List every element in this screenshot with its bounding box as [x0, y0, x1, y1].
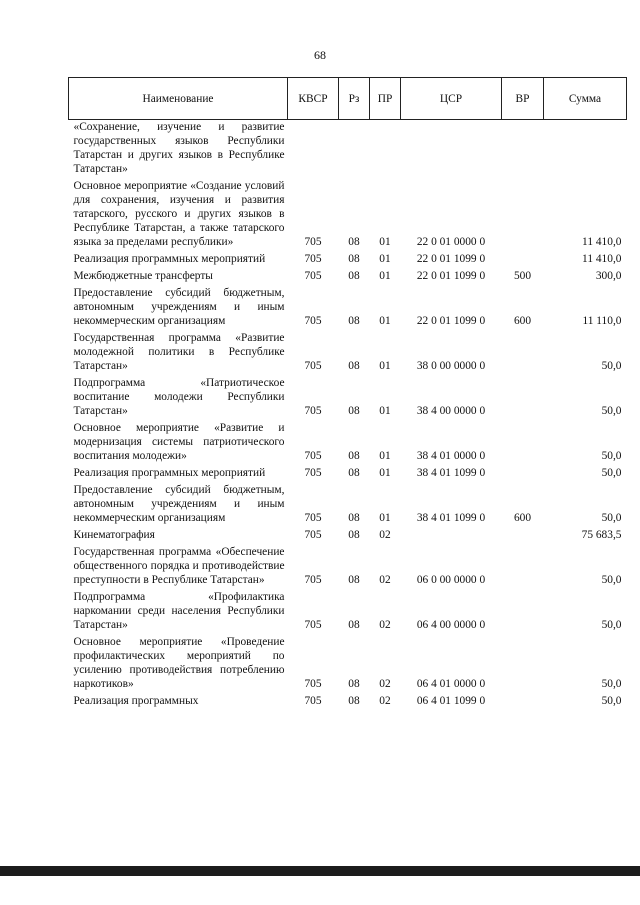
cell-sum: 11 410,0: [582, 253, 622, 265]
table-row: [69, 421, 627, 466]
cell-csr: 22 0 01 1099 0: [416, 315, 486, 327]
column-header-name: Наименование: [69, 78, 288, 120]
cell-rz: 08: [348, 695, 360, 707]
cell-pr: 01: [379, 450, 391, 462]
table-row: [69, 179, 627, 252]
table-row: [69, 466, 627, 483]
cell-name: Основное мероприятие «Создание условий для сохранения, изучения и развития татарского, русского и других языков в Республике Татарстан, а также татарского языка за пределами республики»: [73, 180, 285, 248]
table-row: [69, 694, 627, 711]
cell-kvsr: [288, 120, 339, 180]
cell-name: Реализация программных мероприятий: [73, 467, 266, 479]
cell-vr: [502, 376, 544, 421]
column-header-pr: ПР: [370, 78, 401, 120]
cell-name: Основное мероприятие «Проведение профилактических мероприятий по усилению противодействия потреблению наркотиков»: [73, 636, 285, 690]
table-body: [69, 120, 627, 712]
cell-kvsr: 705: [304, 467, 322, 479]
cell-csr: 06 0 00 0000 0: [416, 574, 486, 586]
cell-vr: [502, 179, 544, 252]
cell-pr: 02: [379, 695, 391, 707]
cell-kvsr: 705: [304, 529, 322, 541]
cell-sum: 50,0: [601, 512, 622, 524]
cell-rz: 08: [348, 574, 360, 586]
cell-rz: 08: [348, 360, 360, 372]
cell-rz: [339, 120, 370, 180]
cell-sum: 50,0: [601, 678, 622, 690]
cell-kvsr: 705: [304, 678, 322, 690]
cell-rz: 08: [348, 450, 360, 462]
cell-vr: [502, 252, 544, 269]
cell-rz: 08: [348, 236, 360, 248]
cell-rz: 08: [348, 405, 360, 417]
cell-csr: 06 4 00 0000 0: [416, 619, 486, 631]
table-row: [69, 331, 627, 376]
cell-pr: 01: [379, 315, 391, 327]
cell-kvsr: 705: [304, 405, 322, 417]
cell-csr: 22 0 01 0000 0: [416, 236, 486, 248]
cell-vr: [502, 545, 544, 590]
cell-sum: 75 683,5: [581, 529, 622, 541]
cell-csr: 06 4 01 0000 0: [416, 678, 486, 690]
cell-csr: 22 0 01 1099 0: [416, 270, 486, 282]
cell-sum: 50,0: [601, 405, 622, 417]
column-header-csr: ЦСР: [401, 78, 502, 120]
cell-kvsr: 705: [304, 619, 322, 631]
cell-pr: 01: [379, 360, 391, 372]
cell-kvsr: 705: [304, 236, 322, 248]
cell-csr: 22 0 01 1099 0: [416, 253, 486, 265]
cell-kvsr: 705: [304, 253, 322, 265]
cell-rz: 08: [348, 270, 360, 282]
cell-sum: 11 410,0: [582, 236, 622, 248]
cell-pr: 01: [379, 236, 391, 248]
cell-vr: [502, 466, 544, 483]
cell-rz: 08: [348, 467, 360, 479]
table-row: [69, 286, 627, 331]
table-row: [69, 635, 627, 694]
table-row: [69, 120, 627, 180]
cell-name: Основное мероприятие «Развитие и модернизация системы патриотического воспитания молодежи»: [73, 422, 285, 462]
cell-name: Предоставление субсидий бюджетным, автономным учреждениям и иным некоммерческим организациям: [73, 287, 285, 327]
cell-csr: [401, 528, 502, 545]
cell-rz: 08: [348, 678, 360, 690]
cell-vr: [502, 635, 544, 694]
cell-sum: 50,0: [601, 467, 622, 479]
table-header-row: [69, 78, 627, 120]
cell-kvsr: 705: [304, 315, 322, 327]
cell-pr: 01: [379, 253, 391, 265]
table-row: [69, 252, 627, 269]
cell-csr: 38 4 01 1099 0: [416, 512, 486, 524]
column-header-vr: ВР: [502, 78, 544, 120]
cell-vr: [502, 590, 544, 635]
cell-vr: 500: [513, 270, 532, 282]
cell-rz: 08: [348, 512, 360, 524]
cell-sum: 11 110,0: [582, 315, 622, 327]
cell-kvsr: 705: [304, 574, 322, 586]
cell-kvsr: 705: [304, 270, 322, 282]
cell-vr: 600: [513, 512, 532, 524]
table-row: [69, 269, 627, 286]
table-row: [69, 376, 627, 421]
cell-csr: 38 4 01 1099 0: [416, 467, 486, 479]
cell-name: Реализация программных: [73, 695, 199, 707]
cell-pr: 01: [379, 467, 391, 479]
table-row: [69, 483, 627, 528]
cell-name: Подпрограмма «Профилактика наркомании среди населения Республики Татарстан»: [73, 591, 285, 631]
cell-sum: 300,0: [595, 270, 622, 282]
cell-pr: 02: [379, 529, 391, 541]
cell-name: Кинематография: [73, 529, 155, 541]
cell-vr: 600: [513, 315, 532, 327]
cell-vr: [502, 120, 544, 180]
cell-sum: 50,0: [601, 450, 622, 462]
cell-rz: 08: [348, 619, 360, 631]
cell-name: Реализация программных мероприятий: [73, 253, 266, 265]
cell-rz: 08: [348, 529, 360, 541]
cell-name: Межбюджетные трансферты: [73, 270, 213, 282]
cell-kvsr: 705: [304, 360, 322, 372]
column-header-kvsr: КВСР: [288, 78, 339, 120]
cell-vr: [502, 331, 544, 376]
cell-sum: [544, 120, 627, 180]
cell-name: Подпрограмма «Патриотическое воспитание молодежи Республики Татарстан»: [73, 377, 285, 417]
cell-name: Государственная программа «Обеспечение общественного порядка и противодействие преступности в Республике Татарстан»: [73, 546, 285, 586]
cell-pr: 02: [379, 574, 391, 586]
column-header-rz: Рз: [339, 78, 370, 120]
cell-pr: 01: [379, 512, 391, 524]
cell-rz: 08: [348, 315, 360, 327]
table-row: [69, 545, 627, 590]
cell-pr: [370, 120, 401, 180]
cell-pr: 01: [379, 405, 391, 417]
cell-vr: [502, 421, 544, 466]
table-row: [69, 528, 627, 545]
cell-csr: [401, 120, 502, 180]
cell-pr: 02: [379, 619, 391, 631]
cell-kvsr: 705: [304, 450, 322, 462]
cell-kvsr: 705: [304, 695, 322, 707]
cell-sum: 50,0: [601, 360, 622, 372]
column-header-sum: Сумма: [544, 78, 627, 120]
cell-kvsr: 705: [304, 512, 322, 524]
budget-table: [68, 77, 627, 711]
cell-vr: [502, 528, 544, 545]
bottom-scan-border: [0, 866, 640, 876]
table-row: [69, 590, 627, 635]
cell-rz: 08: [348, 253, 360, 265]
cell-name: Государственная программа «Развитие молодежной политики в Республике Татарстан»: [73, 332, 285, 372]
cell-vr: [502, 694, 544, 711]
cell-sum: 50,0: [601, 619, 622, 631]
cell-name: «Сохранение, изучение и развитие государственных языков Республики Татарстан и других языков в Республике Татарстан»: [73, 121, 285, 175]
cell-csr: 06 4 01 1099 0: [416, 695, 486, 707]
page-number: 68: [314, 48, 326, 62]
cell-csr: 38 4 01 0000 0: [416, 450, 486, 462]
cell-pr: 01: [379, 270, 391, 282]
cell-name: Предоставление субсидий бюджетным, автономным учреждениям и иным некоммерческим организациям: [73, 484, 285, 524]
cell-pr: 02: [379, 678, 391, 690]
cell-csr: 38 4 00 0000 0: [416, 405, 486, 417]
cell-sum: 50,0: [601, 574, 622, 586]
cell-sum: 50,0: [601, 695, 622, 707]
cell-csr: 38 0 00 0000 0: [416, 360, 486, 372]
